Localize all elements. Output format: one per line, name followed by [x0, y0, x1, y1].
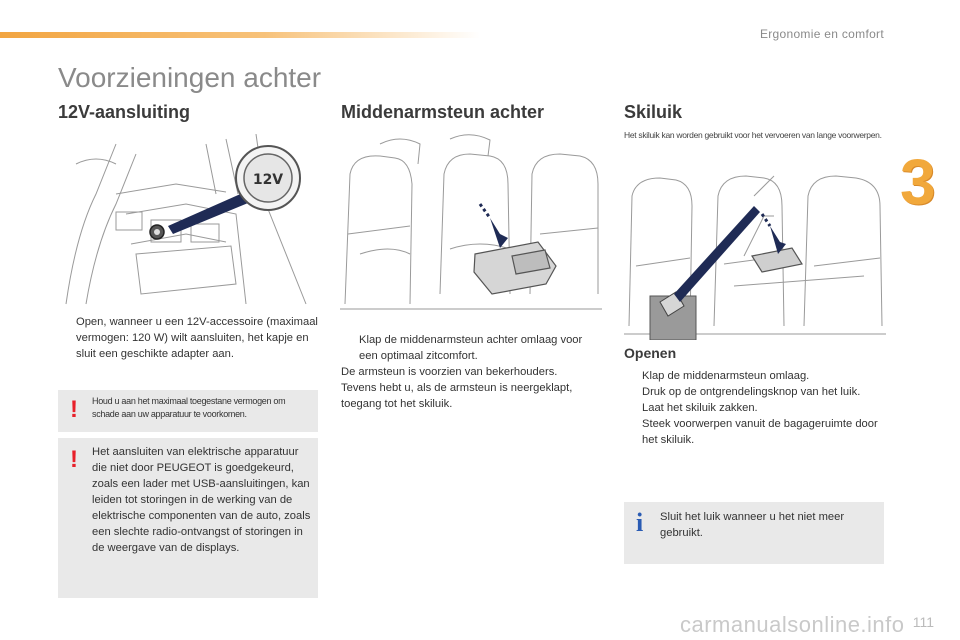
header-accent-bar — [0, 32, 480, 38]
socket-12v-label: 12V — [252, 172, 284, 188]
warning-main-text: Het aansluiten van elektrische apparatuur die niet door PEUGEOT is goedgekeurd, zoals een lader met USB-aansluitingen, kan leiden tot storingen in de werking van de elektrische componenten van de auto, zoals een slechte radio-ontvangst of storingen in de weergave van de displays. — [92, 446, 311, 554]
bullet-text: Druk op de ontgrendelingsknop van het luik. — [642, 386, 861, 398]
warning-box-main — [58, 438, 318, 598]
bullet-icon — [624, 416, 642, 417]
illustration-ski-hatch — [624, 156, 886, 340]
section-header: Ergonomie en comfort — [759, 27, 884, 41]
heading-12v-socket: 12V-aansluiting — [58, 102, 191, 122]
warning-box-small — [58, 390, 318, 432]
warning-icon: ! — [70, 446, 78, 473]
bullet-text: Klap de middenarmsteun achter omlaag voor een optimaal zitcomfort. — [359, 334, 583, 362]
bullet-icon — [624, 384, 642, 385]
left-instructions — [58, 314, 320, 362]
illustration-rear-armrest — [340, 134, 602, 318]
list-item — [58, 314, 320, 362]
bullet-icon — [58, 314, 76, 315]
info-text: Sluit het luik wanneer u het niet meer gebruikt. — [660, 511, 845, 539]
page-title: Voorzieningen achter — [58, 62, 322, 93]
middle-instructions — [341, 332, 603, 412]
bullet-icon — [624, 368, 642, 369]
bullet-text: Klap de middenarmsteun omlaag. — [642, 370, 810, 382]
warning-icon: ! — [70, 396, 78, 423]
list-item — [624, 416, 886, 448]
heading-rear-armrest: Middenarmsteun achter — [341, 102, 545, 122]
ski-hatch-caption: Het skiluik kan worden gebruikt voor het vervoeren van lange voorwerpen. — [624, 130, 882, 140]
list-item — [341, 332, 603, 364]
illustration-12v-socket — [56, 134, 318, 310]
chapter-number: 3 — [900, 146, 936, 218]
right-instructions — [624, 368, 886, 448]
list-item — [624, 400, 886, 416]
heading-ski-hatch: Skiluik — [624, 102, 683, 122]
console-drawing-icon — [56, 134, 318, 310]
watermark: carmanualsonline.info — [680, 612, 905, 637]
rear-seat-drawing-icon — [340, 134, 602, 318]
paragraph-line: De armsteun is voorzien van bekerhouders. — [341, 366, 558, 378]
bullet-icon — [624, 400, 642, 401]
info-box — [624, 502, 884, 564]
page-number: 111 — [912, 614, 934, 630]
bullet-text: Open, wanneer u een 12V-accessoire (maximaal vermogen: 120 W) wilt aansluiten, het kapje en sluit een geschikte adapter aan. — [76, 316, 318, 360]
warning-small-text: Houd u aan het maximaal toegestane vermogen om schade aan uw apparatuur te voorkomen. — [92, 396, 286, 419]
list-item — [624, 384, 886, 400]
ski-hatch-drawing-icon — [624, 156, 886, 340]
list-item — [624, 368, 886, 384]
bullet-text: Steek voorwerpen vanuit de bagageruimte door het skiluik. — [642, 418, 878, 446]
bullet-text: Laat het skiluik zakken. — [642, 402, 758, 414]
subheading-open: Openen — [624, 345, 677, 361]
paragraph-line: Tevens hebt u, als de armsteun is neergeklapt, toegang tot het skiluik. — [341, 382, 573, 410]
info-icon: i — [636, 508, 644, 537]
bullet-icon — [341, 332, 359, 333]
